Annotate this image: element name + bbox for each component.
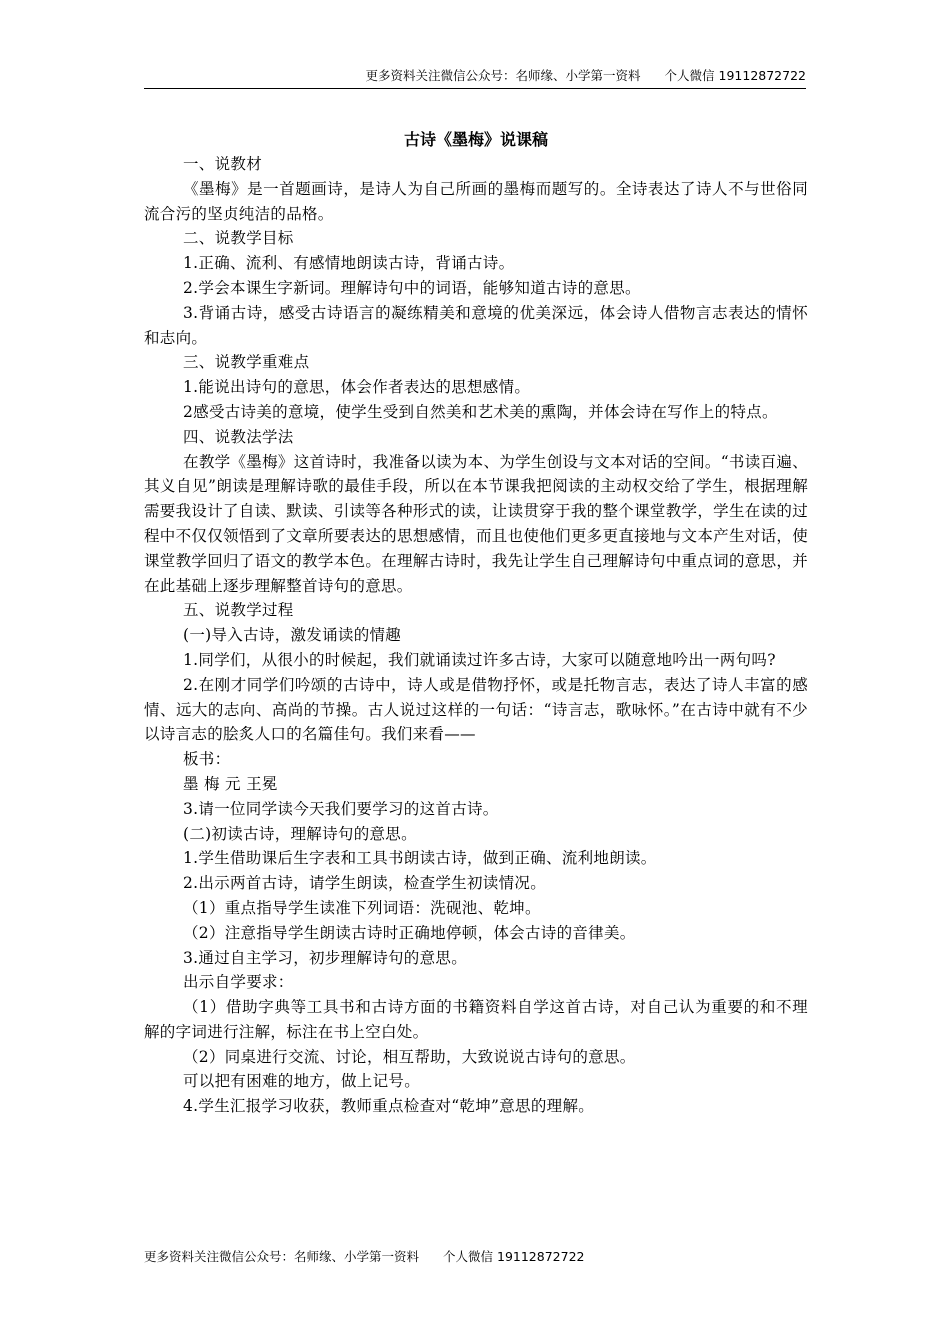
list-item: 3.通过自主学习，初步理解诗句的意思。 (183, 948, 467, 967)
list-item: 3.背诵古诗，感受古诗语言的凝练精美和意境的优美深远，体会诗人借物言志表达的情怀和志向。 (144, 303, 808, 347)
list-item: 2.出示两首古诗，请学生朗读，检查学生初读情况。 (183, 874, 546, 893)
document-title: 古诗《墨梅》说课稿 (403, 130, 548, 149)
paragraph: 可以把有困难的地方，做上记号。 (183, 1072, 421, 1091)
list-item: 3.请一位同学读今天我们要学习的这首古诗。 (183, 799, 499, 818)
footer-promo-text: 更多资料关注微信公众号：名师缘、小学第一资料 (144, 1249, 420, 1264)
footer-wechat-contact: 个人微信 19112872722 (443, 1249, 585, 1264)
list-item: （2）同桌进行交流、讨论，相互帮助，大致说说古诗句的意思。 (183, 1047, 636, 1066)
page-footer (144, 1247, 584, 1265)
list-item: （1）重点指导学生读准下列词语：洗砚池、乾坤。 (183, 898, 541, 917)
list-item: 1.学生借助课后生字表和工具书朗读古诗，做到正确、流利地朗读。 (183, 849, 657, 868)
header-divider (144, 88, 806, 89)
section-heading: 一、说教材 (183, 155, 263, 173)
section-heading: 五、说教学过程 (183, 601, 294, 620)
page-header (144, 66, 806, 86)
list-item: 2.在刚才同学们吟颂的古诗中，诗人或是借物抒怀，或是托物言志，表达了诗人丰富的感情、远大的志向、高尚的节操。古人说过这样的一句话：“诗言志，歌咏怀。”在古诗中就有不少以诗言志的脍炙人口的名篇佳句。我们来看—— (144, 675, 808, 744)
header-promo-text: 更多资料关注微信公众号：名师缘、小学第一资料 (365, 68, 641, 83)
list-item: 1.同学们，从很小的时候起，我们就诵读过许多古诗，大家可以随意地吟出一两句吗? (183, 650, 776, 669)
header-wechat-contact: 个人微信 19112872722 (664, 68, 806, 83)
sub-heading: (二)初读古诗，理解诗句的意思。 (183, 824, 417, 843)
list-item: （2）注意指导学生朗读古诗时正确地停顿，体会古诗的音律美。 (183, 923, 636, 942)
list-item: 1.正确、流利、有感情地朗读古诗，背诵古诗。 (183, 254, 515, 273)
paragraph: 出示自学要求： (183, 973, 294, 992)
section-heading: 三、说教学重难点 (183, 353, 310, 372)
list-item: 2感受古诗美的意境，使学生受到自然美和艺术美的熏陶，并体会诗在写作上的特点。 (183, 402, 778, 421)
paragraph: 《墨梅》是一首题画诗，是诗人为自己所画的墨梅而题写的。全诗表达了诗人不与世俗同流合污的坚贞纯洁的品格。 (144, 179, 808, 223)
list-item: 2.学会本课生字新词。理解诗句中的词语，能够知道古诗的意思。 (183, 278, 641, 297)
board-label: 板书： (183, 750, 231, 769)
paragraph: 在教学《墨梅》这首诗时，我准备以读为本、为学生创设与文本对话的空间。“书读百遍、其义自见”朗读是理解诗歌的最佳手段，所以在本节课我把阅读的主动权交给了学生，根据理解需要我设计了自读、默读、引读等各种形式的读，让读贯穿于我的整个课堂教学，学生在读的过程中不仅仅领悟到了文章所要表达的思想感情，而且也使他们更多更直接地与文本产生对话，使课堂教学回归了语文的教学本色。在理解古诗时，我先让学生自己理解诗句中重点词的意思，并在此基础上逐步理解整首诗句的意思。 (144, 452, 808, 595)
list-item: （1）借助字典等工具书和古诗方面的书籍资料自学这首古诗，对自己认为重要的和不理解的字词进行注解，标注在书上空白处。 (144, 998, 808, 1041)
section-heading: 四、说教法学法 (183, 427, 294, 446)
document-body (144, 128, 808, 1119)
board-content: 墨 梅 元 王冕 (183, 774, 278, 793)
sub-heading: (一)导入古诗，激发诵读的情趣 (183, 626, 402, 645)
section-heading: 二、说教学目标 (183, 229, 294, 248)
list-item: 1.能说出诗句的意思，体会作者表达的思想感情。 (183, 378, 531, 397)
list-item: 4.学生汇报学习收获，教师重点检查对“乾坤”意思的理解。 (183, 1097, 595, 1116)
